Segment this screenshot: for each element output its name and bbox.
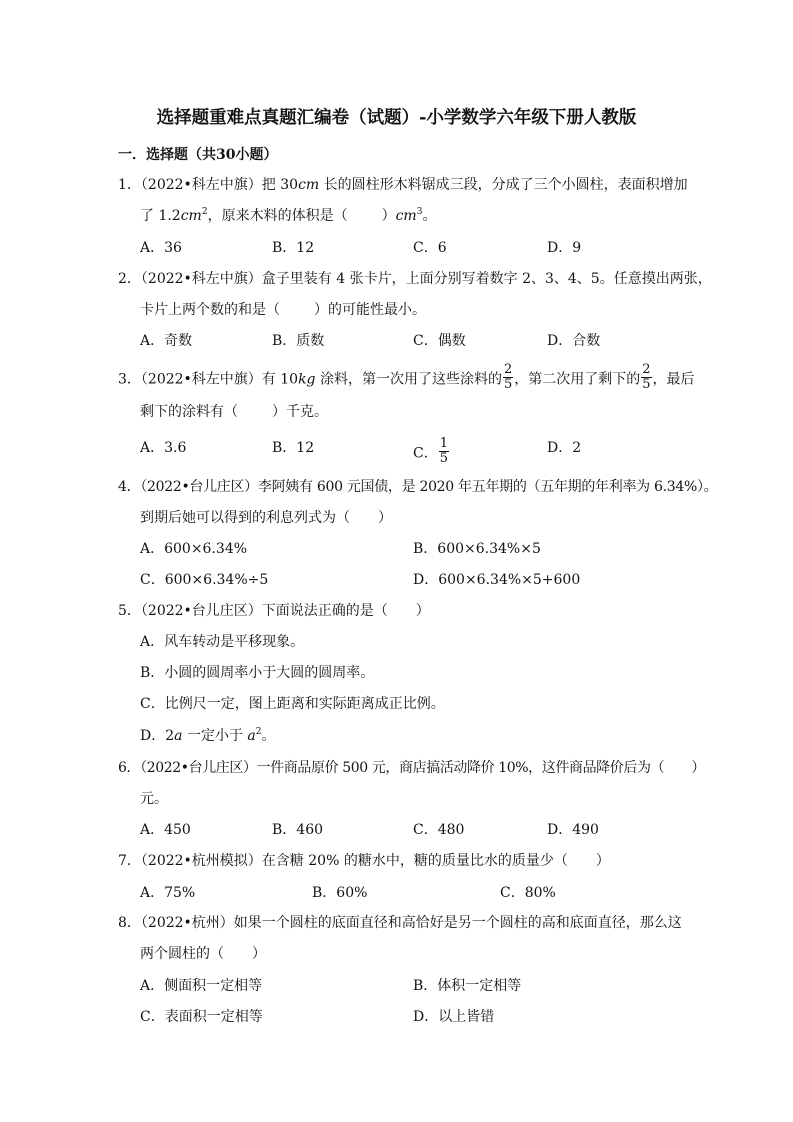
question-6-option-a: A．450 bbox=[140, 822, 191, 838]
question-2-option-b: B．质数 bbox=[272, 333, 325, 349]
question-3-line-2: 剩下的涂料有（ ）千克。 bbox=[140, 404, 328, 420]
question-8-option-d: D．以上皆错 bbox=[413, 1009, 495, 1025]
question-6-line-2: 元。 bbox=[140, 791, 168, 807]
question-4-line-2: 到期后她可以得到的利息列式为（ ） bbox=[140, 510, 392, 526]
question-1-line-1: 1．（2022•科左中旗）把 30cm 长的圆柱形木料锯成三段，分成了三个小圆柱，表面积增加 bbox=[118, 177, 688, 193]
question-5-option-b: B．小圆的圆周率小于大圆的圆周率。 bbox=[140, 665, 375, 681]
question-4-number: 4． bbox=[118, 479, 141, 495]
question-4-option-b: B．600×6.34%×5 bbox=[413, 541, 541, 557]
question-7-option-c: C．80% bbox=[500, 885, 556, 901]
question-5-option-d: D．2a 一定小于 $a^2$。 bbox=[140, 727, 276, 744]
question-5-number: 5． bbox=[118, 603, 141, 619]
question-1-option-c: C．6 bbox=[413, 240, 447, 256]
question-1-line-2: 了 $1.2cm^2$，原来木料的体积是（ ）$cm^3$。 bbox=[140, 207, 437, 224]
question-2-option-d: D．合数 bbox=[547, 333, 601, 349]
question-1-option-a: A．36 bbox=[140, 240, 182, 256]
question-2-option-a: A．奇数 bbox=[140, 333, 193, 349]
question-5-option-a: A．风车转动是平移现象。 bbox=[140, 634, 305, 650]
question-3-option-a: A．3.6 bbox=[140, 440, 187, 456]
question-8-option-a: A．侧面积一定相等 bbox=[140, 978, 263, 994]
question-1-number: 1． bbox=[118, 177, 141, 193]
question-4-option-a: A．600×6.34% bbox=[140, 541, 248, 557]
section-heading: 一．选择题（共30小题） bbox=[118, 147, 278, 163]
question-4-option-d: D．600×6.34%×5+600 bbox=[413, 572, 581, 588]
question-6-option-d: D．490 bbox=[547, 822, 599, 838]
question-3-option-c: C． $\frac{1}{5}$ bbox=[413, 436, 448, 466]
question-6-line-1: 6．（2022•台儿庄区）一件商品原价 500 元，商店搞活动降价 10%，这件商品降价后为（ ） bbox=[118, 760, 705, 776]
question-4-line-1: 4．（2022•台儿庄区）李阿姨有 600 元国债，是 2020 年五年期的（五年期的年利率为 6.34%）。 bbox=[118, 479, 718, 495]
question-2-number: 2． bbox=[118, 271, 141, 287]
question-8-line-1: 8．（2022•杭州）如果一个圆柱的底面直径和高恰好是另一个圆柱的高和底面直径，那么这 bbox=[118, 915, 682, 931]
question-7-option-b: B．60% bbox=[312, 885, 368, 901]
question-2-line-1: 2．（2022•科左中旗）盒子里装有 4 张卡片，上面分别写着数字 2、3、4、5。任意摸出两张， bbox=[118, 271, 712, 287]
question-4-option-c: C．600×6.34%÷5 bbox=[140, 572, 269, 588]
question-3-line-1: 3．（2022•科左中旗）有 10kg 涂料，第一次用了这些涂料的 $\frac{2}{5}$ ，第二次用了剩下的 $\frac{2}{5}$ ，最后 bbox=[118, 362, 695, 392]
question-7-option-a: A．75% bbox=[140, 885, 196, 901]
document-title: 选择题重难点真题汇编卷（试题）-小学数学六年级下册人教版 bbox=[156, 108, 637, 128]
fraction: $\frac{1}{5}$ bbox=[439, 436, 448, 466]
question-3-option-b: B．12 bbox=[272, 440, 315, 456]
question-7-number: 7． bbox=[118, 853, 141, 869]
question-2-line-2: 卡片上两个数的和是（ ）的可能性最小。 bbox=[140, 302, 426, 318]
question-3-option-d: D．2 bbox=[547, 440, 582, 456]
question-7-line-1: 7．（2022•杭州模拟）在含糖 20% 的糖水中，糖的质量比水的质量少（ ） bbox=[118, 853, 610, 869]
question-3-number: 3． bbox=[118, 371, 141, 388]
question-5-option-c: C．比例尺一定，图上距离和实际距离成正比例。 bbox=[140, 696, 445, 712]
question-6-option-c: C．480 bbox=[413, 822, 465, 838]
question-1-option-d: D．9 bbox=[547, 240, 582, 256]
question-5-line-1: 5．（2022•台儿庄区）下面说法正确的是（ ） bbox=[118, 603, 430, 619]
question-8-option-c: C．表面积一定相等 bbox=[140, 1009, 263, 1025]
question-8-number: 8． bbox=[118, 915, 141, 931]
question-6-number: 6． bbox=[118, 760, 141, 776]
fraction: $\frac{2}{5}$ bbox=[642, 362, 651, 392]
question-8-line-2: 两个圆柱的（ ） bbox=[140, 946, 266, 962]
fraction: $\frac{2}{5}$ bbox=[503, 362, 513, 392]
question-1-option-b: B．12 bbox=[272, 240, 315, 256]
question-2-option-c: C．偶数 bbox=[413, 333, 466, 349]
question-6-option-b: B．460 bbox=[272, 822, 324, 838]
question-8-option-b: B．体积一定相等 bbox=[413, 978, 522, 994]
